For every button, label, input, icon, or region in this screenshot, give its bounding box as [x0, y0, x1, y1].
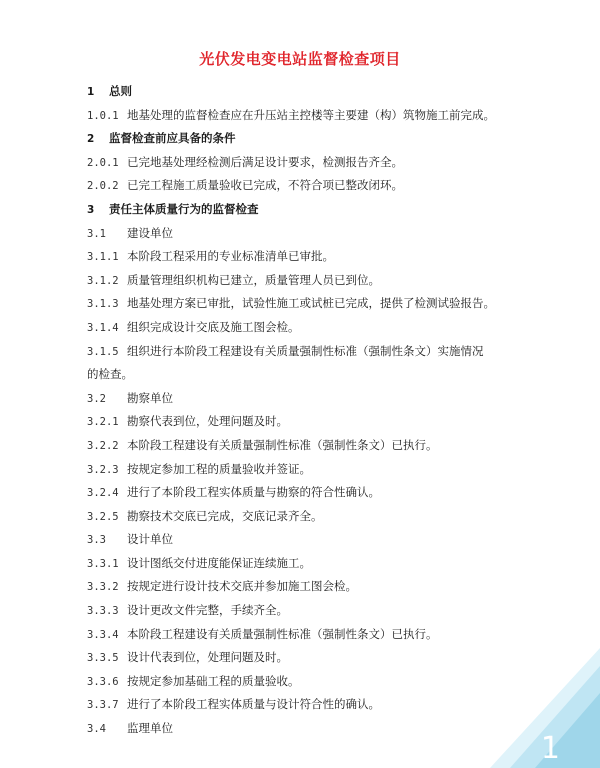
clause-text: 组织进行本阶段工程建设有关质量强制性标准（强制性条文）实施情况	[127, 343, 484, 358]
clause-number: 2.0.2	[87, 180, 119, 193]
clause-text: 已完工程施工质量验收已完成，不符合项已整改闭环。	[127, 178, 403, 193]
clause-number: 3.3.5	[87, 652, 119, 665]
clause-number: 1	[87, 86, 95, 98]
clause-text: 的检查。	[87, 367, 133, 382]
clause-text: 设计单位	[127, 532, 173, 547]
clause-number: 3.2.1	[87, 416, 119, 429]
clause-number: 3.2.5	[87, 510, 119, 523]
clause-number: 3.3.3	[87, 605, 119, 618]
clause-number: 3.3.7	[87, 699, 119, 712]
clause-text: 按规定参加基础工程的质量验收。	[127, 673, 300, 688]
paragraph-continuation	[87, 363, 527, 387]
clause-item	[87, 670, 527, 694]
clause-item	[87, 269, 527, 293]
clause-item	[87, 599, 527, 623]
clause-number: 3.1.4	[87, 321, 119, 334]
clause-text: 勘察技术交底已完成，交底记录齐全。	[127, 508, 323, 523]
clause-item	[87, 623, 527, 647]
clause-item	[87, 174, 527, 198]
clause-number: 3.1	[87, 227, 106, 240]
clause-item	[87, 528, 527, 552]
clause-text: 进行了本阶段工程实体质量与勘察的符合性确认。	[127, 485, 380, 500]
clause-item	[87, 316, 527, 340]
clause-text: 已完地基处理经检测后满足设计要求，检测报告齐全。	[127, 154, 403, 169]
clause-text: 监理单位	[127, 721, 173, 736]
clause-item	[87, 245, 527, 269]
clause-item	[87, 434, 527, 458]
section-heading	[87, 80, 527, 104]
clause-item	[87, 410, 527, 434]
clause-number: 3.1.5	[87, 345, 119, 358]
clause-number: 3.1.2	[87, 274, 119, 287]
clause-item	[87, 505, 527, 529]
section-heading	[87, 127, 527, 151]
clause-text: 按规定参加工程的质量验收并签证。	[127, 461, 311, 476]
clause-item	[87, 292, 527, 316]
clause-number: 3.3.4	[87, 628, 119, 641]
clause-number: 3.3.1	[87, 557, 119, 570]
clause-text: 监督检查前应具备的条件	[109, 131, 236, 146]
clause-text: 地基处理方案已审批，试验性施工或试桩已完成，提供了检测试验报告。	[127, 296, 495, 311]
clause-number: 3.2.3	[87, 463, 119, 476]
clause-item	[87, 481, 527, 505]
clause-text: 勘察代表到位，处理问题及时。	[127, 414, 288, 429]
clause-text: 按规定进行设计技术交底并参加施工图会检。	[127, 579, 357, 594]
clause-number: 3.3	[87, 534, 106, 547]
clause-number: 3	[87, 203, 95, 216]
clause-item	[87, 693, 527, 717]
clause-number: 3.3.6	[87, 675, 119, 688]
clause-text: 设计图纸交付进度能保证连续施工。	[127, 555, 311, 570]
clause-item	[87, 458, 527, 482]
document-title: 光伏发电变电站监督检查项目	[199, 50, 401, 68]
clause-text: 本阶段工程采用的专业标准清单已审批。	[127, 249, 334, 264]
clause-item	[87, 104, 527, 128]
clause-item	[87, 151, 527, 175]
clause-number: 3.1.3	[87, 298, 119, 311]
clause-number: 2.0.1	[87, 156, 119, 169]
section-heading	[87, 198, 527, 222]
clause-item	[87, 552, 527, 576]
clause-number: 3.1.1	[87, 251, 119, 264]
clause-text: 组织完成设计交底及施工图会检。	[127, 319, 300, 334]
clause-number: 2	[87, 133, 95, 146]
clause-number: 3.4	[87, 723, 106, 736]
clause-text: 总则	[109, 84, 132, 98]
clause-text: 本阶段工程建设有关质量强制性标准（强制性条文）已执行。	[127, 437, 438, 452]
clause-item	[87, 340, 527, 364]
clause-number: 3.2.4	[87, 487, 119, 500]
clause-text: 本阶段工程建设有关质量强制性标准（强制性条文）已执行。	[127, 626, 438, 641]
clause-text: 责任主体质量行为的监督检查	[109, 201, 259, 216]
clause-item	[87, 575, 527, 599]
clause-item	[87, 717, 527, 741]
clause-item	[87, 387, 527, 411]
clause-item	[87, 646, 527, 670]
clause-text: 进行了本阶段工程实体质量与设计符合性的确认。	[127, 697, 380, 712]
clause-text: 设计更改文件完整，手续齐全。	[127, 603, 288, 618]
page-number: 1	[540, 731, 560, 766]
clause-text: 建设单位	[127, 225, 173, 240]
clause-number: 3.3.2	[87, 581, 119, 594]
clause-number: 3.2.2	[87, 439, 119, 452]
clause-text: 设计代表到位，处理问题及时。	[127, 650, 288, 665]
clause-text: 地基处理的监督检查应在升压站主控楼等主要建（构）筑物施工前完成。	[127, 107, 495, 122]
clause-number: 3.2	[87, 392, 106, 405]
clause-item	[87, 222, 527, 246]
clause-text: 质量管理组织机构已建立，质量管理人员已到位。	[127, 272, 380, 287]
clause-text: 勘察单位	[127, 390, 173, 405]
clause-number: 1.0.1	[87, 109, 119, 122]
document-body	[87, 80, 527, 741]
